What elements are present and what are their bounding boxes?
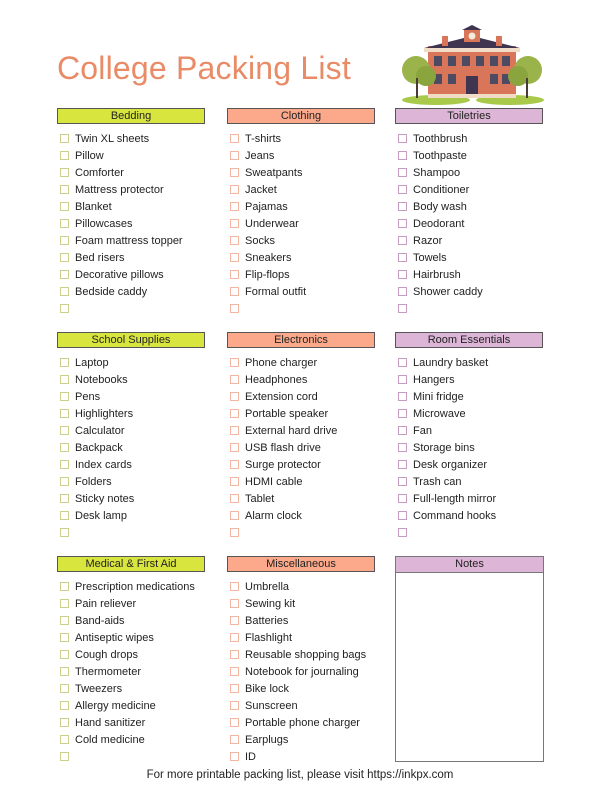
checklist [57,130,205,317]
checkbox[interactable] [398,392,407,401]
section-header: Room Essentials [395,332,543,348]
checkbox[interactable] [398,270,407,279]
list-item[interactable]: Tweezers [57,680,205,697]
checkbox[interactable] [60,426,69,435]
checkbox[interactable] [398,460,407,469]
list-item[interactable]: Jacket [227,181,375,198]
checkbox[interactable] [230,202,239,211]
list-item[interactable]: Toothbrush [395,130,543,147]
checkbox[interactable] [60,304,69,313]
list-item-blank[interactable] [227,300,375,317]
checkbox[interactable] [398,236,407,245]
list-item[interactable]: Portable speaker [227,405,375,422]
checkbox[interactable] [398,253,407,262]
section-header: Notes [396,557,543,573]
list-item[interactable]: Jeans [227,147,375,164]
checklist [395,354,543,541]
checkbox[interactable] [230,185,239,194]
list-item[interactable]: Hangers [395,371,543,388]
checkbox[interactable] [398,358,407,367]
list-item[interactable]: Socks [227,232,375,249]
checkbox[interactable] [60,236,69,245]
checkbox[interactable] [60,582,69,591]
list-item[interactable]: Trash can [395,473,543,490]
checkbox[interactable] [60,219,69,228]
notes-box[interactable] [395,556,544,762]
list-item[interactable]: Bedside caddy [57,283,205,300]
checkbox[interactable] [230,253,239,262]
list-item[interactable]: Hairbrush [395,266,543,283]
checkbox[interactable] [230,426,239,435]
checkbox[interactable] [230,168,239,177]
list-item[interactable]: Cold medicine [57,731,205,748]
checkbox[interactable] [60,392,69,401]
list-item[interactable]: External hard drive [227,422,375,439]
checklist [227,578,375,765]
checkbox[interactable] [230,494,239,503]
list-item[interactable]: Decorative pillows [57,266,205,283]
checkbox[interactable] [60,477,69,486]
section-school-supplies [57,332,205,541]
list-item[interactable]: Desk organizer [395,456,543,473]
checkbox[interactable] [60,253,69,262]
section-bedding [57,108,205,317]
list-item[interactable]: Extension cord [227,388,375,405]
list-item[interactable]: Toothpaste [395,147,543,164]
checkbox[interactable] [60,202,69,211]
list-item[interactable]: Surge protector [227,456,375,473]
list-item-blank[interactable] [57,524,205,541]
list-item-blank[interactable] [57,300,205,317]
checkbox[interactable] [60,735,69,744]
list-item[interactable]: Laptop [57,354,205,371]
checkbox[interactable] [230,375,239,384]
list-item[interactable]: Pillowcases [57,215,205,232]
checkbox[interactable] [230,528,239,537]
list-item[interactable]: Tablet [227,490,375,507]
list-item[interactable]: Shower caddy [395,283,543,300]
checkbox[interactable] [60,650,69,659]
list-item[interactable]: Flashlight [227,629,375,646]
checkbox[interactable] [230,684,239,693]
list-item[interactable]: Band-aids [57,612,205,629]
checkbox[interactable] [60,460,69,469]
list-item[interactable]: Headphones [227,371,375,388]
checkbox[interactable] [60,134,69,143]
list-item[interactable]: Microwave [395,405,543,422]
list-item[interactable]: Sticky notes [57,490,205,507]
checkbox[interactable] [230,151,239,160]
section-header: Medical & First Aid [57,556,205,572]
list-item[interactable]: Razor [395,232,543,249]
list-item[interactable]: Sneakers [227,249,375,266]
list-item[interactable]: Folders [57,473,205,490]
checkbox[interactable] [60,287,69,296]
checkbox[interactable] [60,599,69,608]
list-item[interactable]: Cough drops [57,646,205,663]
checkbox[interactable] [398,477,407,486]
checkbox[interactable] [230,701,239,710]
checkbox[interactable] [398,134,407,143]
checkbox[interactable] [60,667,69,676]
checkbox[interactable] [230,633,239,642]
checkbox[interactable] [230,718,239,727]
checkbox[interactable] [230,304,239,313]
checkbox[interactable] [60,701,69,710]
page-title: College Packing List [57,50,351,86]
list-item[interactable]: Batteries [227,612,375,629]
checkbox[interactable] [398,151,407,160]
checkbox[interactable] [398,304,407,313]
list-item[interactable]: Storage bins [395,439,543,456]
list-item[interactable]: Comforter [57,164,205,181]
checkbox[interactable] [230,477,239,486]
checkbox[interactable] [398,409,407,418]
checkbox[interactable] [60,511,69,520]
checkbox[interactable] [230,616,239,625]
list-item[interactable]: Conditioner [395,181,543,198]
checkbox[interactable] [60,270,69,279]
checkbox[interactable] [398,202,407,211]
list-item[interactable]: Alarm clock [227,507,375,524]
list-item[interactable]: Pajamas [227,198,375,215]
section-header: Toiletries [395,108,543,124]
list-item[interactable]: Portable phone charger [227,714,375,731]
checkbox[interactable] [230,409,239,418]
list-item[interactable]: Fan [395,422,543,439]
checkbox[interactable] [398,494,407,503]
checkbox[interactable] [398,219,407,228]
list-item[interactable]: Command hooks [395,507,543,524]
section-toiletries [395,108,543,317]
section-medical-first-aid [57,556,205,765]
list-item[interactable]: HDMI cable [227,473,375,490]
list-item[interactable]: Bed risers [57,249,205,266]
list-item[interactable]: Desk lamp [57,507,205,524]
checkbox[interactable] [230,392,239,401]
checkbox[interactable] [398,443,407,452]
list-item[interactable]: Sunscreen [227,697,375,714]
checkbox[interactable] [398,426,407,435]
checkbox[interactable] [398,375,407,384]
college-building-icon [398,22,546,106]
checkbox[interactable] [230,134,239,143]
list-item[interactable]: Pillow [57,147,205,164]
list-item[interactable]: Thermometer [57,663,205,680]
list-item[interactable]: Deodorant [395,215,543,232]
list-item[interactable]: Full-length mirror [395,490,543,507]
checkbox[interactable] [230,511,239,520]
footer-text: For more printable packing list, please visit https://inkpx.com [146,769,454,781]
checklist [227,130,375,317]
list-item[interactable]: Phone charger [227,354,375,371]
checkbox[interactable] [230,358,239,367]
section-header: Clothing [227,108,375,124]
checkbox[interactable] [398,528,407,537]
section-header: Electronics [227,332,375,348]
checkbox[interactable] [60,185,69,194]
list-item[interactable]: Pain reliever [57,595,205,612]
checklist [57,354,205,541]
checklist [395,130,543,317]
list-item[interactable]: Backpack [57,439,205,456]
list-item[interactable]: Formal outfit [227,283,375,300]
list-item[interactable]: Shampoo [395,164,543,181]
section-room-essentials [395,332,543,541]
list-item[interactable]: Body wash [395,198,543,215]
list-item[interactable]: Laundry basket [395,354,543,371]
checkbox[interactable] [230,752,239,761]
checkbox[interactable] [60,358,69,367]
checkbox[interactable] [230,443,239,452]
checkbox[interactable] [230,735,239,744]
checkbox[interactable] [230,667,239,676]
list-item[interactable]: Pens [57,388,205,405]
section-miscellaneous [227,556,375,765]
list-item[interactable]: USB flash drive [227,439,375,456]
checkbox[interactable] [230,287,239,296]
list-item-blank[interactable] [395,524,543,541]
list-item[interactable]: Twin XL sheets [57,130,205,147]
checkbox[interactable] [60,684,69,693]
list-item[interactable]: Sweatpants [227,164,375,181]
checkbox[interactable] [60,616,69,625]
checkbox[interactable] [230,582,239,591]
checklist [57,578,205,765]
list-item[interactable]: Towels [395,249,543,266]
checkbox[interactable] [230,599,239,608]
checkbox[interactable] [230,270,239,279]
checkbox[interactable] [60,528,69,537]
checkbox[interactable] [230,219,239,228]
list-item[interactable]: T-shirts [227,130,375,147]
checkbox[interactable] [398,511,407,520]
checkbox[interactable] [60,752,69,761]
list-item[interactable]: Mini fridge [395,388,543,405]
list-item[interactable]: Hand sanitizer [57,714,205,731]
list-item[interactable]: ID [227,748,375,765]
list-item[interactable]: Allergy medicine [57,697,205,714]
section-header: School Supplies [57,332,205,348]
list-item[interactable]: Prescription medications [57,578,205,595]
list-item-blank[interactable] [57,748,205,765]
list-item[interactable]: Sewing kit [227,595,375,612]
checkbox[interactable] [398,185,407,194]
list-item[interactable]: Antiseptic wipes [57,629,205,646]
section-electronics [227,332,375,541]
list-item[interactable]: Calculator [57,422,205,439]
list-item[interactable]: Reusable shopping bags [227,646,375,663]
checklist [227,354,375,541]
checkbox[interactable] [398,168,407,177]
checkbox[interactable] [60,409,69,418]
section-clothing [227,108,375,317]
section-header: Miscellaneous [227,556,375,572]
list-item-blank[interactable] [395,300,543,317]
checkbox[interactable] [60,151,69,160]
checkbox[interactable] [60,633,69,642]
list-item[interactable]: Umbrella [227,578,375,595]
list-item[interactable]: Flip-flops [227,266,375,283]
list-item[interactable]: Highlighters [57,405,205,422]
checkbox[interactable] [60,718,69,727]
list-item[interactable]: Underwear [227,215,375,232]
list-item[interactable]: Index cards [57,456,205,473]
checkbox[interactable] [398,287,407,296]
checkbox[interactable] [230,236,239,245]
list-item[interactable]: Foam mattress topper [57,232,205,249]
section-header: Bedding [57,108,205,124]
checkbox[interactable] [230,650,239,659]
list-item[interactable]: Notebooks [57,371,205,388]
checkbox[interactable] [60,443,69,452]
list-item[interactable]: Notebook for journaling [227,663,375,680]
checkbox[interactable] [60,494,69,503]
list-item-blank[interactable] [227,524,375,541]
list-item[interactable]: Mattress protector [57,181,205,198]
checkbox[interactable] [60,375,69,384]
list-item[interactable]: Blanket [57,198,205,215]
list-item[interactable]: Bike lock [227,680,375,697]
checkbox[interactable] [230,460,239,469]
checkbox[interactable] [60,168,69,177]
list-item[interactable]: Earplugs [227,731,375,748]
